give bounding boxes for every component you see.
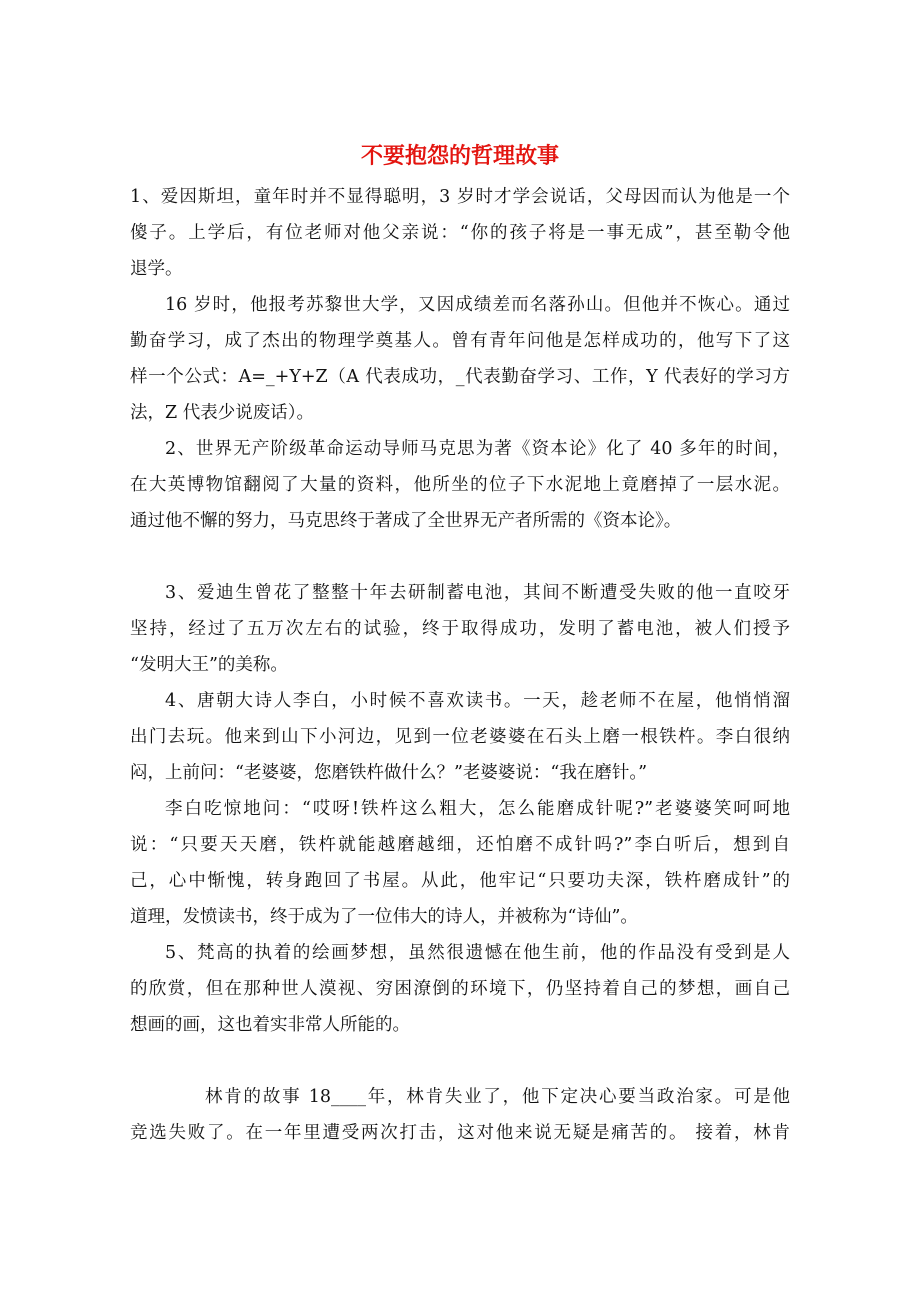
text-line: 4、唐朝大诗人李白，小时候不喜欢读书。一天，趁老师不在屋，他悄悄溜 — [165, 691, 790, 711]
text-line: 闷，上前问：“老婆婆，您磨铁杵做什么？”老婆婆说：“我在磨针。” — [130, 763, 648, 783]
text-line: 想画的画，这也着实非常人所能的。 — [130, 1015, 410, 1035]
text-line: 林肯的故事 18____年，林肯失业了，他下定决心要当政治家。可是他 — [205, 1087, 790, 1107]
text-line: 坚持，经过了五万次左右的试验，终于取得成功，发明了蓄电池，被人们授予 — [130, 619, 790, 639]
text-line: 说：“只要天天磨，铁杵就能越磨越细，还怕磨不成针吗?”李白听后，想到自 — [130, 835, 790, 855]
paragraph-einstein-1 — [130, 179, 790, 287]
paragraph-libai-2 — [130, 791, 790, 935]
text-line: 己，心中惭愧，转身跑回了书屋。从此，他牢记“只要功夫深，铁杵磨成针”的 — [130, 871, 790, 891]
document-body — [130, 179, 790, 1151]
text-line: 法，Z 代表少说废话）。 — [130, 403, 314, 423]
text-line: 的欣赏，但在那种世人漠视、穷困潦倒的环境下，仍坚持着自己的梦想，画自己 — [130, 979, 790, 999]
text-line: 在大英博物馆翻阅了大量的资料，他所坐的位子下水泥地上竟磨掉了一层水泥。 — [130, 475, 790, 495]
text-line: “发明大王”的美称。 — [130, 655, 288, 675]
text-line: 出门去玩。他来到山下小河边，见到一位老婆婆在石头上磨一根铁杵。李白很纳 — [130, 727, 790, 747]
paragraph-einstein-2 — [130, 287, 790, 431]
text-line: 2、世界无产阶级革命运动导师马克思为著《资本论》化了 40 多年的时间， — [165, 439, 790, 459]
paragraph-marx — [130, 431, 790, 539]
paragraph-edison — [130, 575, 790, 683]
paragraph-van-gogh — [130, 935, 790, 1043]
paragraph-lincoln — [130, 1079, 790, 1151]
text-line: 李白吃惊地问：“哎呀!铁杵这么粗大，怎么能磨成针呢?”老婆婆笑呵呵地 — [165, 799, 790, 819]
text-line: 5、梵高的执着的绘画梦想，虽然很遗憾在他生前，他的作品没有受到是人 — [165, 943, 790, 963]
text-line: 1、爱因斯坦，童年时并不显得聪明，3 岁时才学会说话，父母因而认为他是一个 — [130, 187, 790, 207]
document-title: 不要抱怨的哲理故事 — [360, 144, 559, 169]
paragraph-libai-1 — [130, 683, 790, 791]
text-line: 3、爱迪生曾花了整整十年去研制蓄电池，其间不断遭受失败的他一直咬牙 — [165, 583, 790, 603]
text-line: 傻子。上学后，有位老师对他父亲说：“你的孩子将是一事无成”，甚至勒令他 — [130, 223, 790, 243]
text-line: 退学。 — [130, 259, 183, 279]
text-line: 勤奋学习，成了杰出的物理学奠基人。曾有青年问他是怎样成功的，他写下了这 — [130, 331, 790, 351]
text-line: 16 岁时，他报考苏黎世大学，又因成绩差而名落孙山。但他并不恢心。通过 — [165, 295, 790, 315]
text-line: 竞选失败了。在一年里遭受两次打击，这对他来说无疑是痛苦的。 接着，林肯 — [130, 1123, 790, 1143]
text-line: 样一个公式：A=_+Y+Z（A 代表成功，_代表勤奋学习、工作，Y 代表好的学习方 — [130, 367, 790, 387]
text-line: 通过他不懈的努力，马克思终于著成了全世界无产者所需的《资本论》。 — [130, 511, 682, 531]
text-line: 道理，发愤读书，终于成为了一位伟大的诗人，并被称为“诗仙”。 — [130, 907, 638, 927]
